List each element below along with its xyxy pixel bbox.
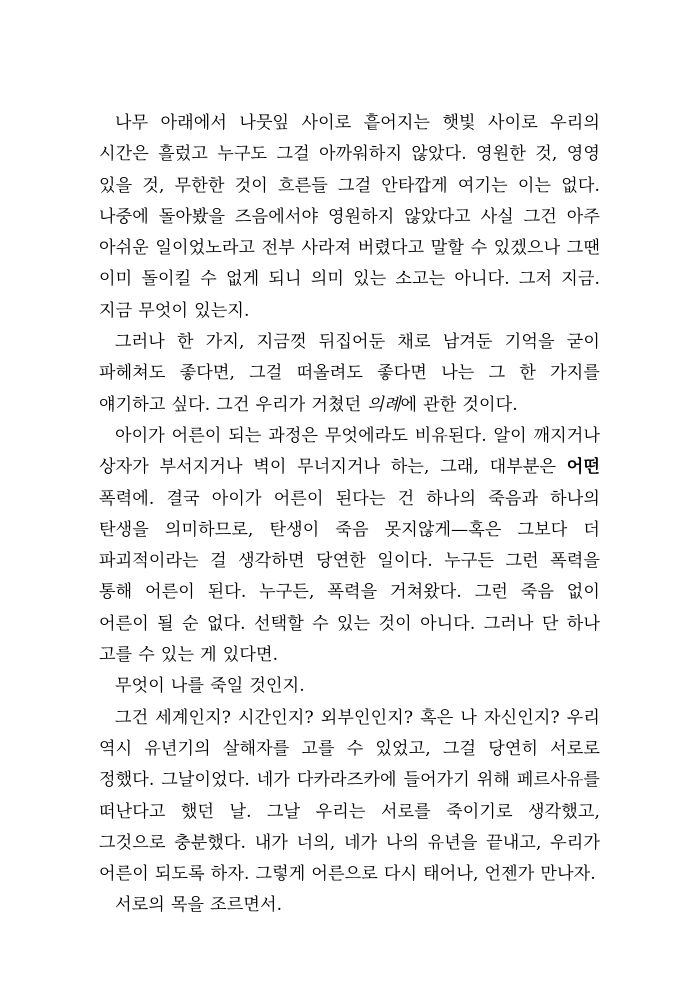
- paragraph-3: [99, 421, 600, 671]
- text-run: 나무 아래에서 나뭇잎 사이로 흩어지는 햇빛 사이로 우리의 시간은 흘렀고 누구도 그걸 아까워하지 않았다. 영원한 것, 영영 있을 것, 무한한 것이 흐른들 그걸 안타깝게 여기는 이는 없다. 나중에 돌아봤을 즈음에서야 영원하지 않았다고 사실 그건 아주 아쉬운 일이었노라고 전부 사라져 버렸다고 말할 수 있겠으나 그땐 이미 돌이킬 수 없게 되니 의미 있는 소고는 아니다. 그저 지금. 지금 무엇이 있는지.: [99, 113, 600, 321]
- paragraph-5: [99, 703, 600, 891]
- text-run: 그건 세계인지? 시간인지? 외부인인지? 혹은 나 자신인지? 우리 역시 유년기의 살해자를 고를 수 있었고, 그걸 당연히 서로로 정했다. 그날이었다. 네가 다카라즈카에 들어가기 위해 페르사유를 떠난다고 했던 날. 그날 우리는 서로를 죽이기로 생각했고, 그것으로 충분했다. 내가 너의, 네가 나의 유년을 끝내고, 우리가 어른이 되도록 하자. 그렇게 어른으로 다시 태어나, 언젠가 만나자.: [99, 707, 600, 885]
- paragraph-4: [99, 671, 600, 702]
- text-run: 에 관한 것이다.: [400, 394, 518, 415]
- bold-emphasis: 어떤: [566, 457, 600, 478]
- text-run: 서로의 목을 조르면서.: [115, 895, 283, 916]
- text-run: 폭력에. 결국 아이가 어른이 된다는 건 하나의 죽음과 하나의 탄생을 의미하므로, 탄생이 죽음 못지않게—혹은 그보다 더 파괴적이라는 걸 생각하면 당연한 일이다. 누구든 그런 폭력을 통해 어른이 된다. 누구든, 폭력을 거쳐왔다. 그런 죽음 없이 어른이 될 순 없다. 선택할 수 있는 것이 아니다. 그러나 단 하나 고를 수 있는 게 있다면.: [99, 488, 600, 666]
- text-run: 그러나 한 가지, 지금껏 뒤집어둔 채로 남겨둔 기억을 굳이 파헤쳐도 좋다면, 그걸 떠올려도 좋다면 나는 그 한 가지를 얘기하고 싶다. 그건 우리가 거쳤던: [99, 332, 600, 415]
- italic-emphasis: 의례: [367, 394, 401, 415]
- text-run: 무엇이 나를 죽일 것인지.: [115, 676, 305, 697]
- body-text-block: [99, 108, 600, 922]
- paragraph-6: [99, 890, 600, 921]
- text-run: 아이가 어른이 되는 과정은 무엇에라도 비유된다. 알이 깨지거나 상자가 부서지거나 벽이 무너지거나 하는, 그래, 대부분은: [99, 425, 600, 478]
- paragraph-2: [99, 327, 600, 421]
- paragraph-1: [99, 108, 600, 327]
